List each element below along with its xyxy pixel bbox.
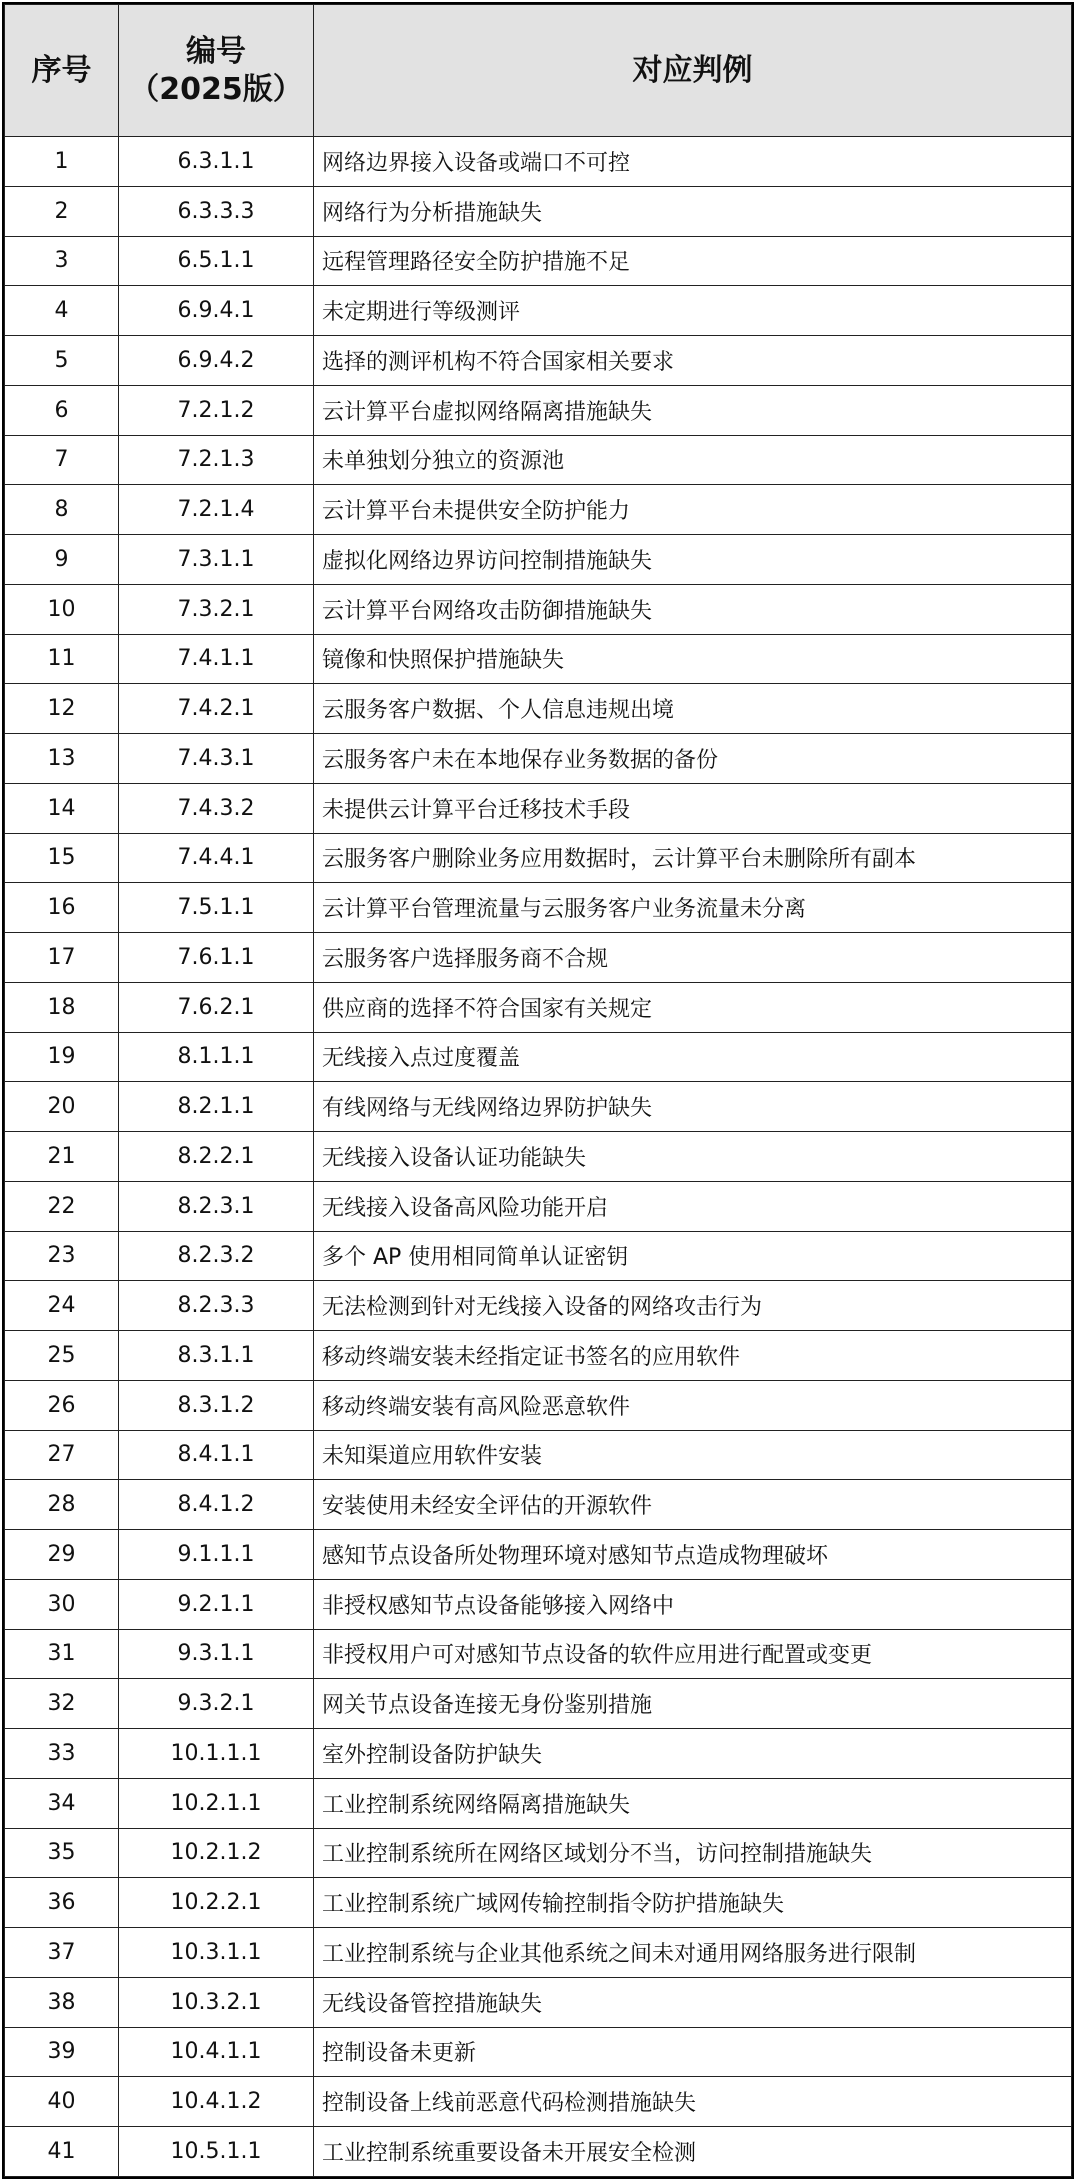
row-description: 云服务客户数据、个人信息违规出境: [314, 684, 1072, 734]
table-row: [5, 336, 1072, 386]
row-number: 19: [5, 1032, 119, 1082]
table-row: [5, 1430, 1072, 1480]
row-number: 7: [5, 435, 119, 485]
row-number: 14: [5, 783, 119, 833]
row-number: 28: [5, 1480, 119, 1530]
row-number: 40: [5, 2077, 119, 2127]
row-number: 41: [5, 2127, 119, 2177]
row-code: 10.3.2.1: [119, 1977, 314, 2027]
row-number: 23: [5, 1231, 119, 1281]
row-code: 9.3.1.1: [119, 1629, 314, 1679]
row-code: 10.5.1.1: [119, 2127, 314, 2177]
row-number: 31: [5, 1629, 119, 1679]
row-description: 工业控制系统网络隔离措施缺失: [314, 1778, 1072, 1828]
row-description: 云计算平台未提供安全防护能力: [314, 485, 1072, 535]
table-row: [5, 1480, 1072, 1530]
row-code: 8.2.3.3: [119, 1281, 314, 1331]
row-description: 移动终端安装有高风险恶意软件: [314, 1380, 1072, 1430]
table-row: [5, 385, 1072, 435]
row-description: 未提供云计算平台迁移技术手段: [314, 783, 1072, 833]
row-code: 7.4.4.1: [119, 833, 314, 883]
table-row: [5, 933, 1072, 983]
header-row: [5, 5, 1072, 137]
row-description: 非授权用户可对感知节点设备的软件应用进行配置或变更: [314, 1629, 1072, 1679]
row-number: 39: [5, 2027, 119, 2077]
table-row: [5, 1231, 1072, 1281]
row-number: 8: [5, 485, 119, 535]
header-desc: 对应判例: [314, 5, 1072, 137]
row-code: 7.4.2.1: [119, 684, 314, 734]
row-number: 36: [5, 1878, 119, 1928]
row-number: 37: [5, 1928, 119, 1978]
row-number: 25: [5, 1331, 119, 1381]
table-row: [5, 1679, 1072, 1729]
row-number: 17: [5, 933, 119, 983]
row-number: 26: [5, 1380, 119, 1430]
row-number: 10: [5, 584, 119, 634]
row-description: 虚拟化网络边界访问控制措施缺失: [314, 535, 1072, 585]
table-row: [5, 833, 1072, 883]
row-number: 34: [5, 1778, 119, 1828]
table-row: [5, 236, 1072, 286]
row-number: 15: [5, 833, 119, 883]
row-description: 非授权感知节点设备能够接入网络中: [314, 1579, 1072, 1629]
row-description: 镜像和快照保护措施缺失: [314, 634, 1072, 684]
table-row: [5, 634, 1072, 684]
row-description: 多个 AP 使用相同简单认证密钥: [314, 1231, 1072, 1281]
judgment-table: [4, 4, 1072, 2177]
table-row: [5, 1530, 1072, 1580]
row-number: 16: [5, 883, 119, 933]
table-row: [5, 1778, 1072, 1828]
table-row: [5, 2027, 1072, 2077]
row-code: 10.2.1.1: [119, 1778, 314, 1828]
table-row: [5, 684, 1072, 734]
row-description: 感知节点设备所处物理环境对感知节点造成物理破坏: [314, 1530, 1072, 1580]
table-row: [5, 1281, 1072, 1331]
row-code: 6.5.1.1: [119, 236, 314, 286]
table-row: [5, 286, 1072, 336]
row-code: 7.6.1.1: [119, 933, 314, 983]
row-code: 8.3.1.1: [119, 1331, 314, 1381]
row-description: 云服务客户选择服务商不合规: [314, 933, 1072, 983]
row-description: 云计算平台网络攻击防御措施缺失: [314, 584, 1072, 634]
row-description: 控制设备未更新: [314, 2027, 1072, 2077]
table-row: [5, 1132, 1072, 1182]
row-description: 供应商的选择不符合国家有关规定: [314, 982, 1072, 1032]
row-description: 云服务客户删除业务应用数据时，云计算平台未删除所有副本: [314, 833, 1072, 883]
row-code: 8.2.3.2: [119, 1231, 314, 1281]
row-description: 未知渠道应用软件安装: [314, 1430, 1072, 1480]
table-body: [5, 137, 1072, 2177]
row-number: 21: [5, 1132, 119, 1182]
row-code: 10.3.1.1: [119, 1928, 314, 1978]
row-number: 32: [5, 1679, 119, 1729]
row-number: 20: [5, 1082, 119, 1132]
row-code: 7.4.1.1: [119, 634, 314, 684]
row-code: 6.3.3.3: [119, 186, 314, 236]
row-description: 工业控制系统所在网络区域划分不当，访问控制措施缺失: [314, 1828, 1072, 1878]
judgment-table-sheet: [2, 2, 1074, 2179]
row-description: 远程管理路径安全防护措施不足: [314, 236, 1072, 286]
row-code: 6.9.4.1: [119, 286, 314, 336]
row-description: 工业控制系统广域网传输控制指令防护措施缺失: [314, 1878, 1072, 1928]
table-row: [5, 1977, 1072, 2027]
row-code: 7.4.3.2: [119, 783, 314, 833]
row-description: 云服务客户未在本地保存业务数据的备份: [314, 734, 1072, 784]
row-number: 29: [5, 1530, 119, 1580]
row-number: 30: [5, 1579, 119, 1629]
header-code-line2: （2025版）: [129, 71, 303, 107]
row-number: 22: [5, 1181, 119, 1231]
row-description: 网关节点设备连接无身份鉴别措施: [314, 1679, 1072, 1729]
row-description: 未定期进行等级测评: [314, 286, 1072, 336]
row-code: 9.1.1.1: [119, 1530, 314, 1580]
row-description: 工业控制系统与企业其他系统之间未对通用网络服务进行限制: [314, 1928, 1072, 1978]
table-row: [5, 883, 1072, 933]
table-row: [5, 1032, 1072, 1082]
row-code: 7.5.1.1: [119, 883, 314, 933]
row-description: 室外控制设备防护缺失: [314, 1729, 1072, 1779]
row-code: 8.2.3.1: [119, 1181, 314, 1231]
row-code: 10.4.1.1: [119, 2027, 314, 2077]
table-row: [5, 186, 1072, 236]
row-code: 7.6.2.1: [119, 982, 314, 1032]
row-description: 无线设备管控措施缺失: [314, 1977, 1072, 2027]
row-description: 移动终端安装未经指定证书签名的应用软件: [314, 1331, 1072, 1381]
row-number: 35: [5, 1828, 119, 1878]
table-row: [5, 783, 1072, 833]
row-code: 8.4.1.2: [119, 1480, 314, 1530]
row-description: 安装使用未经安全评估的开源软件: [314, 1480, 1072, 1530]
header-code: [119, 5, 314, 137]
table-row: [5, 584, 1072, 634]
table-row: [5, 1928, 1072, 1978]
table-row: [5, 734, 1072, 784]
row-code: 8.2.2.1: [119, 1132, 314, 1182]
row-description: 选择的测评机构不符合国家相关要求: [314, 336, 1072, 386]
row-code: 10.1.1.1: [119, 1729, 314, 1779]
row-description: 控制设备上线前恶意代码检测措施缺失: [314, 2077, 1072, 2127]
row-code: 8.4.1.1: [119, 1430, 314, 1480]
row-description: 无线接入点过度覆盖: [314, 1032, 1072, 1082]
row-number: 1: [5, 137, 119, 187]
row-description: 无线接入设备高风险功能开启: [314, 1181, 1072, 1231]
row-number: 12: [5, 684, 119, 734]
row-code: 7.3.1.1: [119, 535, 314, 585]
row-code: 7.3.2.1: [119, 584, 314, 634]
table-row: [5, 1331, 1072, 1381]
row-number: 6: [5, 385, 119, 435]
row-number: 3: [5, 236, 119, 286]
row-code: 9.3.2.1: [119, 1679, 314, 1729]
row-code: 8.3.1.2: [119, 1380, 314, 1430]
row-number: 5: [5, 336, 119, 386]
row-description: 无法检测到针对无线接入设备的网络攻击行为: [314, 1281, 1072, 1331]
table-row: [5, 1082, 1072, 1132]
row-number: 18: [5, 982, 119, 1032]
table-row: [5, 2127, 1072, 2177]
table-row: [5, 137, 1072, 187]
table-row: [5, 2077, 1072, 2127]
row-code: 7.2.1.2: [119, 385, 314, 435]
table-row: [5, 1828, 1072, 1878]
table-row: [5, 1181, 1072, 1231]
table-row: [5, 1878, 1072, 1928]
row-code: 7.4.3.1: [119, 734, 314, 784]
table-row: [5, 982, 1072, 1032]
row-description: 未单独划分独立的资源池: [314, 435, 1072, 485]
row-code: 7.2.1.3: [119, 435, 314, 485]
table-row: [5, 1729, 1072, 1779]
table-row: [5, 1380, 1072, 1430]
row-number: 9: [5, 535, 119, 585]
row-description: 云计算平台虚拟网络隔离措施缺失: [314, 385, 1072, 435]
row-description: 无线接入设备认证功能缺失: [314, 1132, 1072, 1182]
row-code: 10.4.1.2: [119, 2077, 314, 2127]
table-row: [5, 1629, 1072, 1679]
row-number: 38: [5, 1977, 119, 2027]
header-code-line1: 编号: [186, 34, 246, 69]
table-row: [5, 485, 1072, 535]
table-row: [5, 1579, 1072, 1629]
row-code: 6.3.1.1: [119, 137, 314, 187]
table-row: [5, 435, 1072, 485]
row-code: 8.1.1.1: [119, 1032, 314, 1082]
row-code: 10.2.2.1: [119, 1878, 314, 1928]
row-description: 云计算平台管理流量与云服务客户业务流量未分离: [314, 883, 1072, 933]
row-number: 33: [5, 1729, 119, 1779]
row-code: 8.2.1.1: [119, 1082, 314, 1132]
row-description: 网络边界接入设备或端口不可控: [314, 137, 1072, 187]
row-code: 10.2.1.2: [119, 1828, 314, 1878]
table-header: [5, 5, 1072, 137]
row-number: 13: [5, 734, 119, 784]
row-number: 2: [5, 186, 119, 236]
row-number: 4: [5, 286, 119, 336]
row-code: 7.2.1.4: [119, 485, 314, 535]
header-no: 序号: [5, 5, 119, 137]
row-number: 27: [5, 1430, 119, 1480]
row-description: 网络行为分析措施缺失: [314, 186, 1072, 236]
row-description: 工业控制系统重要设备未开展安全检测: [314, 2127, 1072, 2177]
row-code: 6.9.4.2: [119, 336, 314, 386]
table-row: [5, 535, 1072, 585]
row-number: 11: [5, 634, 119, 684]
row-code: 9.2.1.1: [119, 1579, 314, 1629]
row-description: 有线网络与无线网络边界防护缺失: [314, 1082, 1072, 1132]
row-number: 24: [5, 1281, 119, 1331]
